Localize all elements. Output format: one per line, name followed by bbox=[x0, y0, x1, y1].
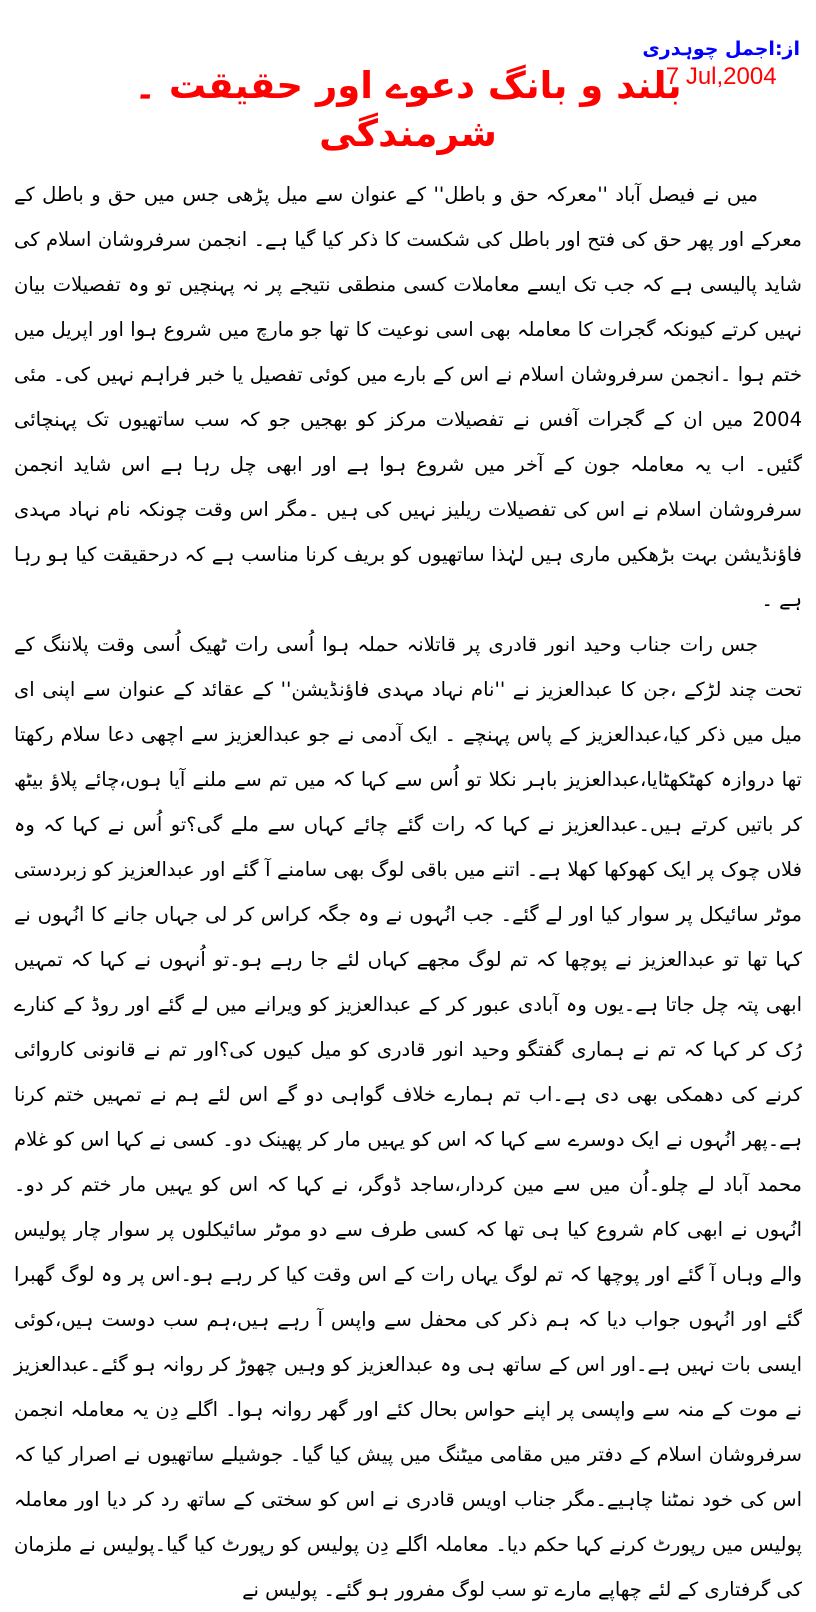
page-title: بلند و بانگ دعوے اور حقیقت ۔ شرمندگی bbox=[134, 64, 682, 156]
body-paragraph-2: جس رات جناب وحید انور قادری پر قاتلانہ حملہ ہوا اُسی رات ٹھیک اُسی وقت پلاننگ کے تحت چند لڑکے ،جن کا عبدالعزیز نے ''نام نہاد مہدی فاؤنڈیشن'' کے عقائد کے عنوان سے اپنی ای میل میں ذکر کیا،عبدالعزیز کے پاس پہنچے ۔ ایک آدمی نے جو عبدالعزیز سے اچھی دعا سلام رکھتا تھا دروازہ کھٹکھٹایا،عبدالعزیز باہر نکلا تو اُس سے کہا کہ میں تم سے ملنے آیا ہوں،چائے پلاؤ بیٹھ کر باتیں کرتے ہیں۔عبدالعزیز نے کہا کہ رات گئے چائے کہاں سے ملے گی؟تو اُس نے کہا کہ وہ فلاں چوک پر ایک کھوکھا کھلا ہے۔ اتنے میں باقی لوگ بھی سامنے آ گئے اور عبدالعزیز کو زبردستی موٹر سائیکل پر سوار کیا اور لے گئے۔ جب انُہوں نے وہ جگہ کراس کر لی جہاں جانے کا انُہوں نے کہا تھا تو عبدالعزیز نے پوچھا کہ تم لوگ مجھے کہاں لئے جا رہے ہو۔تو اُنہوں نے کہا کہ تمہیں ابھی پتہ چل جاتا ہے۔یوں وہ آبادی عبور کر کے عبدالعزیز کو ویرانے میں لے گئے اور روڈ کے کنارے رُک کر کہا کہ تم نے ہماری گفتگو وحید انور قادری کو میل کیوں کی؟اور تم نے قانونی کاروائی کرنے کی دھمکی بھی دی ہے۔اب تم ہمارے خلاف گواہی دو گے اس لئے ہم نے تمہیں ختم کرنا ہے۔پھر انُہوں نے ایک دوسرے سے کہا کہ اس کو یہیں مار کر پھینک دو۔ کسی نے کہا اس کو غلام محمد آباد لے چلو۔اُن میں سے مین کردار،ساجد ڈوگر، نے کہا کہ اس کو یہیں مار ختم کر دو۔انُہوں نے ابھی کام شروع کیا ہی تھا کہ کسی طرف سے دو موٹر سائیکلوں پر سوار چار پولیس والے وہاں آ گئے اور پوچھا کہ تم لوگ یہاں رات کے اس وقت کیا کر رہے ہو۔اس پر وہ لوگ گھبرا گئے اور انُہوں جواب دیا کہ ہم ذکر کی محفل سے واپس آ رہے ہیں،ہم سب دوست ہیں،کوئی ایسی بات نہیں ہے۔اور اس کے ساتھ ہی وہ عبدالعزیز کو وہیں چھوڑ کر روانہ ہو گئے۔عبدالعزیز نے موت کے منہ سے واپسی پر اپنے حواس بحال کئے اور گھر روانہ ہوا۔ اگلے دِن یہ معاملہ انجمن سرفروشان اسلام کے دفتر میں مقامی میٹنگ میں پیش کیا گیا۔ جوشیلے ساتھیوں نے اصرار کیا کہ اس کی خود نمٹنا چاہیے۔مگر جناب اویس قادری نے اس کو سختی کے ساتھ رد کر دیا اور معاملہ پولیس میں رپورٹ کرنے کہا حکم دیا۔ معاملہ اگلے دِن پولیس کو رپورٹ کیا گیا۔پولیس نے ملزمان کی گرفتاری کے لئے چھاپے مارے تو سب لوگ مفرور ہو گئے۔ پولیس نے bbox=[14, 633, 802, 1602]
document-date: 7 Jul,2004 bbox=[665, 62, 777, 90]
article-body bbox=[14, 172, 802, 1612]
header-byline-block bbox=[642, 36, 800, 91]
body-paragraph-1: میں نے فیصل آباد ''معرکہ حق و باطل'' کے عنوان سے میل پڑھی جس میں حق و باطل کے معرکے اور پھر حق کی فتح اور باطل کی شکست کا ذکر کیا گیا ہے۔ انجمن سرفروشان اسلام کی شاید پالیسی ہے کہ جب تک ایسے معاملات کسی منطقی نتیجے پر نہ پہنچیں تو وہ تفصیلات بیان نہیں کرتے کیونکہ گجرات کا معاملہ بھی اسی نوعیت کا تھا جو مارچ میں شروع ہوا اور اپریل میں ختم ہوا ۔انجمن سرفروشان اسلام نے اس کے بارے میں کوئی تفصیل یا خبر فراہم نہیں کی۔ مئی 2004 میں ان کے گجرات آفس نے تفصیلات مرکز کو بھجیں جو کہ سب ساتھیوں تک پہنچائی گئیں۔ اب یہ معاملہ جون کے آخر میں شروع ہوا ہے اور ابھی چل رہا ہے اس شاید انجمن سرفروشان اسلام نے اس کی تفصیلات ریلیز نہیں کی ہیں ۔مگر اس وقت چونکہ نام نہاد مہدی فاؤنڈیشن بہت بڑھکیں ماری ہیں لہٰذا ساتھیوں کو بریف کرنا مناسب ہے کہ درحقیقت کیا ہو رہا ہے ۔ bbox=[14, 183, 802, 612]
author-byline: از:اجمل چوہدری bbox=[642, 38, 800, 60]
